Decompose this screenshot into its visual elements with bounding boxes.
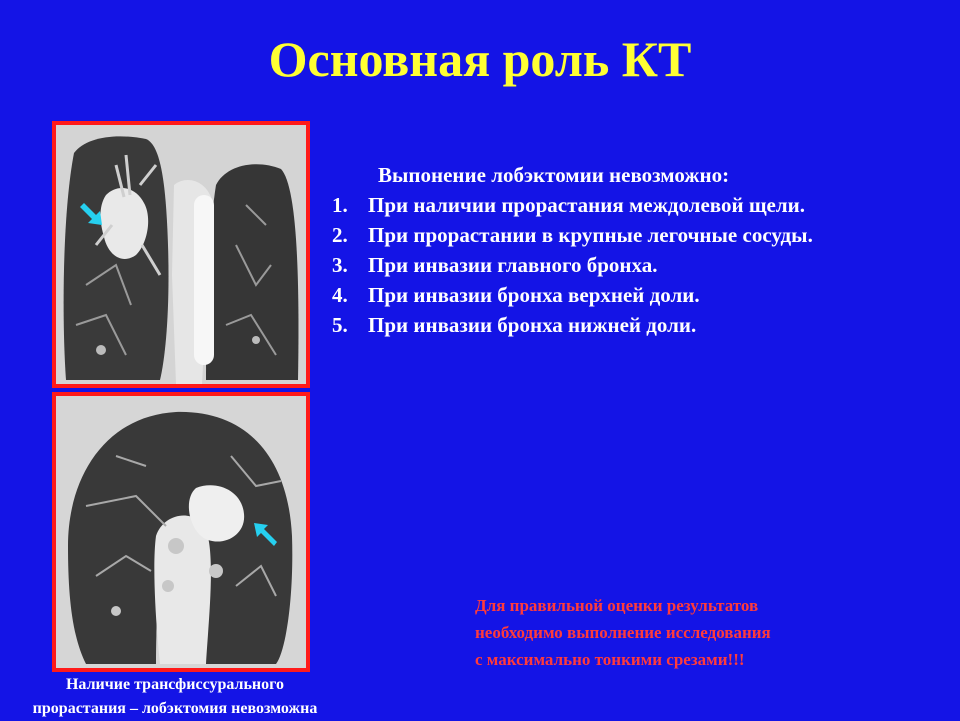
caption-line: прорастания – лобэктомия невозможна [32,700,318,717]
list-item-number: 4. [332,283,348,307]
list-item [332,280,942,310]
slide-title: Основная роль КТ [268,31,692,87]
list-item-number: 5. [332,313,348,337]
list-item-text: При наличии прорастания междолевой щели. [368,193,806,217]
ct-image-top [52,121,310,388]
contraindications-list [332,160,942,340]
list-item [332,190,942,220]
note-line: Для правильной оценки результатов [475,596,759,615]
ct-scan-coronal-bottom [56,396,306,668]
image-caption [0,673,350,721]
list-item-number: 1. [332,193,348,217]
list-item [332,310,942,340]
note-line: с максимально тонкими срезами!!! [475,650,745,669]
list-item [332,220,942,250]
note-line: необходимо выполнение исследования [475,623,771,642]
list-item-number: 3. [332,253,348,277]
ct-scan-coronal-top [56,125,306,384]
list-heading: Выпонение лобэктомии невозможно: [378,163,730,187]
list-item-text: При инвазии главного бронха. [368,253,658,277]
list-item-number: 2. [332,223,348,247]
thin-slice-note [475,592,915,673]
list-item-text: При прорастании в крупные легочные сосуды. [368,223,813,247]
ct-image-bottom [52,392,310,672]
list-item-text: При инвазии бронха верхней доли. [368,283,700,307]
list-item [332,250,942,280]
caption-line: Наличие трансфиссурального [65,676,285,693]
list-item-text: При инвазии бронха нижней доли. [368,313,697,337]
